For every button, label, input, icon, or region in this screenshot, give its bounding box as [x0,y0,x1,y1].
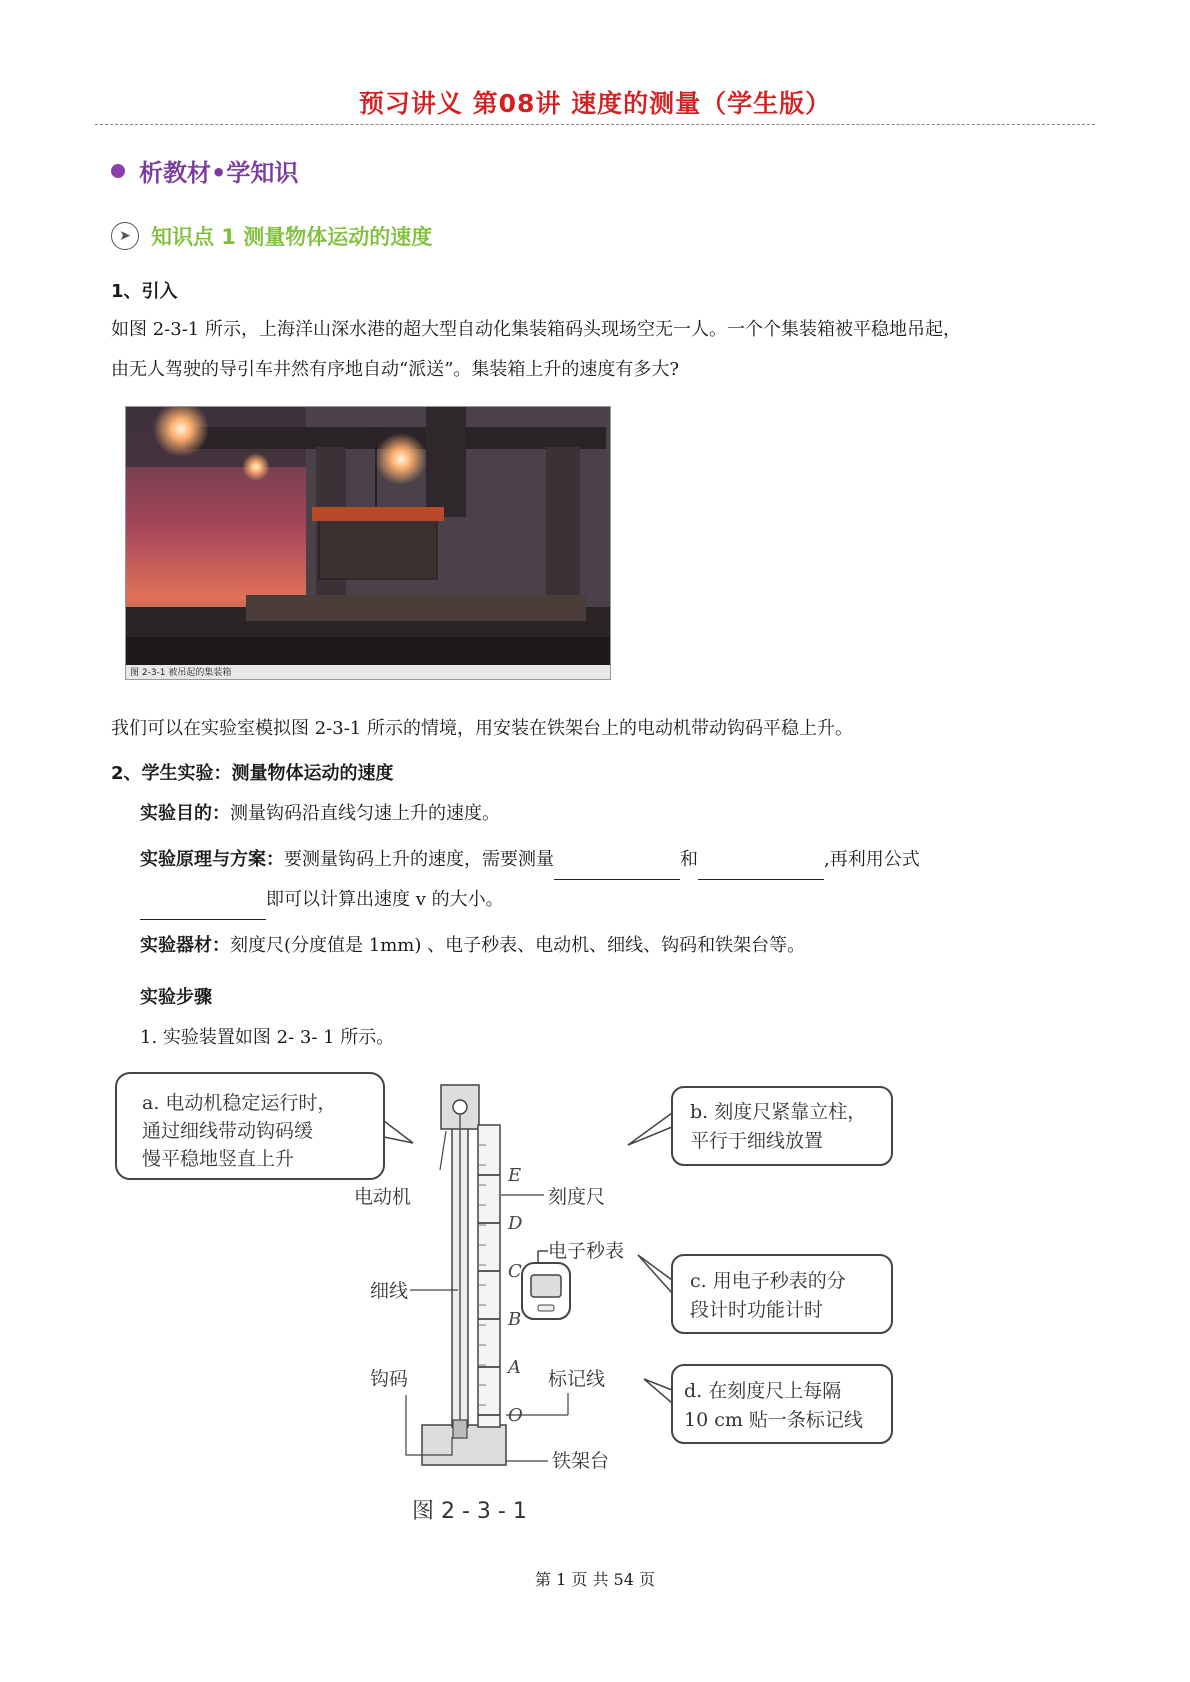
principle-text1: 要测量钩码上升的速度，需要测量 [284,849,554,870]
page-title: 预习讲义 第08讲 速度的测量（学生版） [358,89,832,118]
principle-label: 实验原理与方案： [140,849,284,870]
container-port-photo [125,406,611,680]
box-b-line2: 平行于细线放置 [690,1130,824,1152]
label-weight: 钩码 [370,1368,409,1390]
equipment-text: 刻度尺(分度值是 1mm) 、电子秒表、电动机、细线、钩码和铁架台等。 [230,935,806,956]
figure-caption: 图 2 - 3 - 1 [412,1499,527,1524]
mark-o: O [508,1405,523,1426]
label-ruler: 刻度尺 [548,1186,606,1208]
knowledge-point-heading [111,221,432,251]
blank-field-2[interactable] [698,857,824,880]
box-a-line2: 通过细线带动钩码缓 [142,1120,314,1142]
blank-field-3[interactable] [140,897,266,920]
box-c-line1: c. 用电子秒表的分 [690,1270,846,1292]
box-a-line1: a. 电动机稳定运行时， [142,1092,337,1114]
purpose-text: 测量钩码沿直线匀速上升的速度。 [230,803,500,824]
box-a-line3: 慢平稳地竖直上升 [142,1148,295,1170]
page-footer: 第 1 页 共 54 页 [535,1570,655,1589]
part2-heading: 2、学生实验：测量物体运动的速度 [111,763,394,784]
photo-caption: 图 2-3-1 被吊起的集装箱 [130,668,232,678]
box-c-line2: 段计时功能计时 [690,1299,824,1321]
label-stand: 铁架台 [552,1450,610,1472]
mark-b: B [508,1309,522,1330]
mark-c: C [508,1261,522,1282]
section-title: 析教材•学知识 [139,159,299,187]
principle-line [140,840,920,880]
knowledge-point-title: 知识点 1 测量物体运动的速度 [151,225,433,249]
part1-line2: 由无人驾驶的导引车井然有序地自动“派送”。集装箱上升的速度有多大? [111,359,680,380]
equipment-label: 实验器材： [140,935,230,956]
ruler [478,1125,500,1427]
mark-e: E [508,1165,522,1186]
part1-heading: 1、引入 [111,281,178,302]
principle-text3: 即可以计算出速度 v 的大小。 [266,889,504,910]
label-stopwatch: 电子秒表 [548,1240,625,1262]
label-motor: 电动机 [354,1186,412,1208]
box-d-line2: 10 cm 贴一条标记线 [684,1409,863,1431]
mark-a: A [508,1357,521,1378]
arrow-circle-icon: ➤ [111,222,139,250]
purpose-label: 实验目的： [140,803,230,824]
equipment-line [140,926,805,966]
callout-box-c [672,1255,892,1333]
label-string: 细线 [370,1280,409,1302]
steps-heading: 实验步骤 [140,987,212,1008]
bullet-dot-icon [111,164,125,178]
box-b-line1: b. 刻度尺紧靠立柱， [690,1101,867,1123]
mark-d: D [508,1213,523,1234]
part1-line1: 如图 2-3-1 所示，上海洋山深水港的超大型自动化集装箱码头现场空无一人。一个个集装箱被平稳地吊起， [111,319,961,340]
motor-pulley-icon [453,1100,467,1114]
step1: 1. 实验装置如图 2- 3- 1 所示。 [140,1027,395,1048]
principle-and: 和 [680,849,698,870]
hook-weight [453,1420,467,1438]
apparatus-diagram [108,1065,908,1535]
label-mark: 标记线 [548,1368,606,1390]
part1-after-photo: 我们可以在实验室模拟图 2-3-1 所示的情境，用安装在铁架台上的电动机带动钩码平稳上升。 [111,718,853,739]
callout-box-d [672,1365,892,1443]
blank-field-1[interactable] [554,857,680,880]
title-divider [95,124,1095,125]
callout-box-b [672,1087,892,1165]
box-d-line1: d. 在刻度尺上每隔 [684,1380,842,1402]
port-photo-illustration [126,407,610,679]
principle-text2: ,再利用公式 [824,849,920,870]
section-heading [111,153,298,188]
principle-line2 [140,880,504,920]
purpose-line [140,794,500,834]
